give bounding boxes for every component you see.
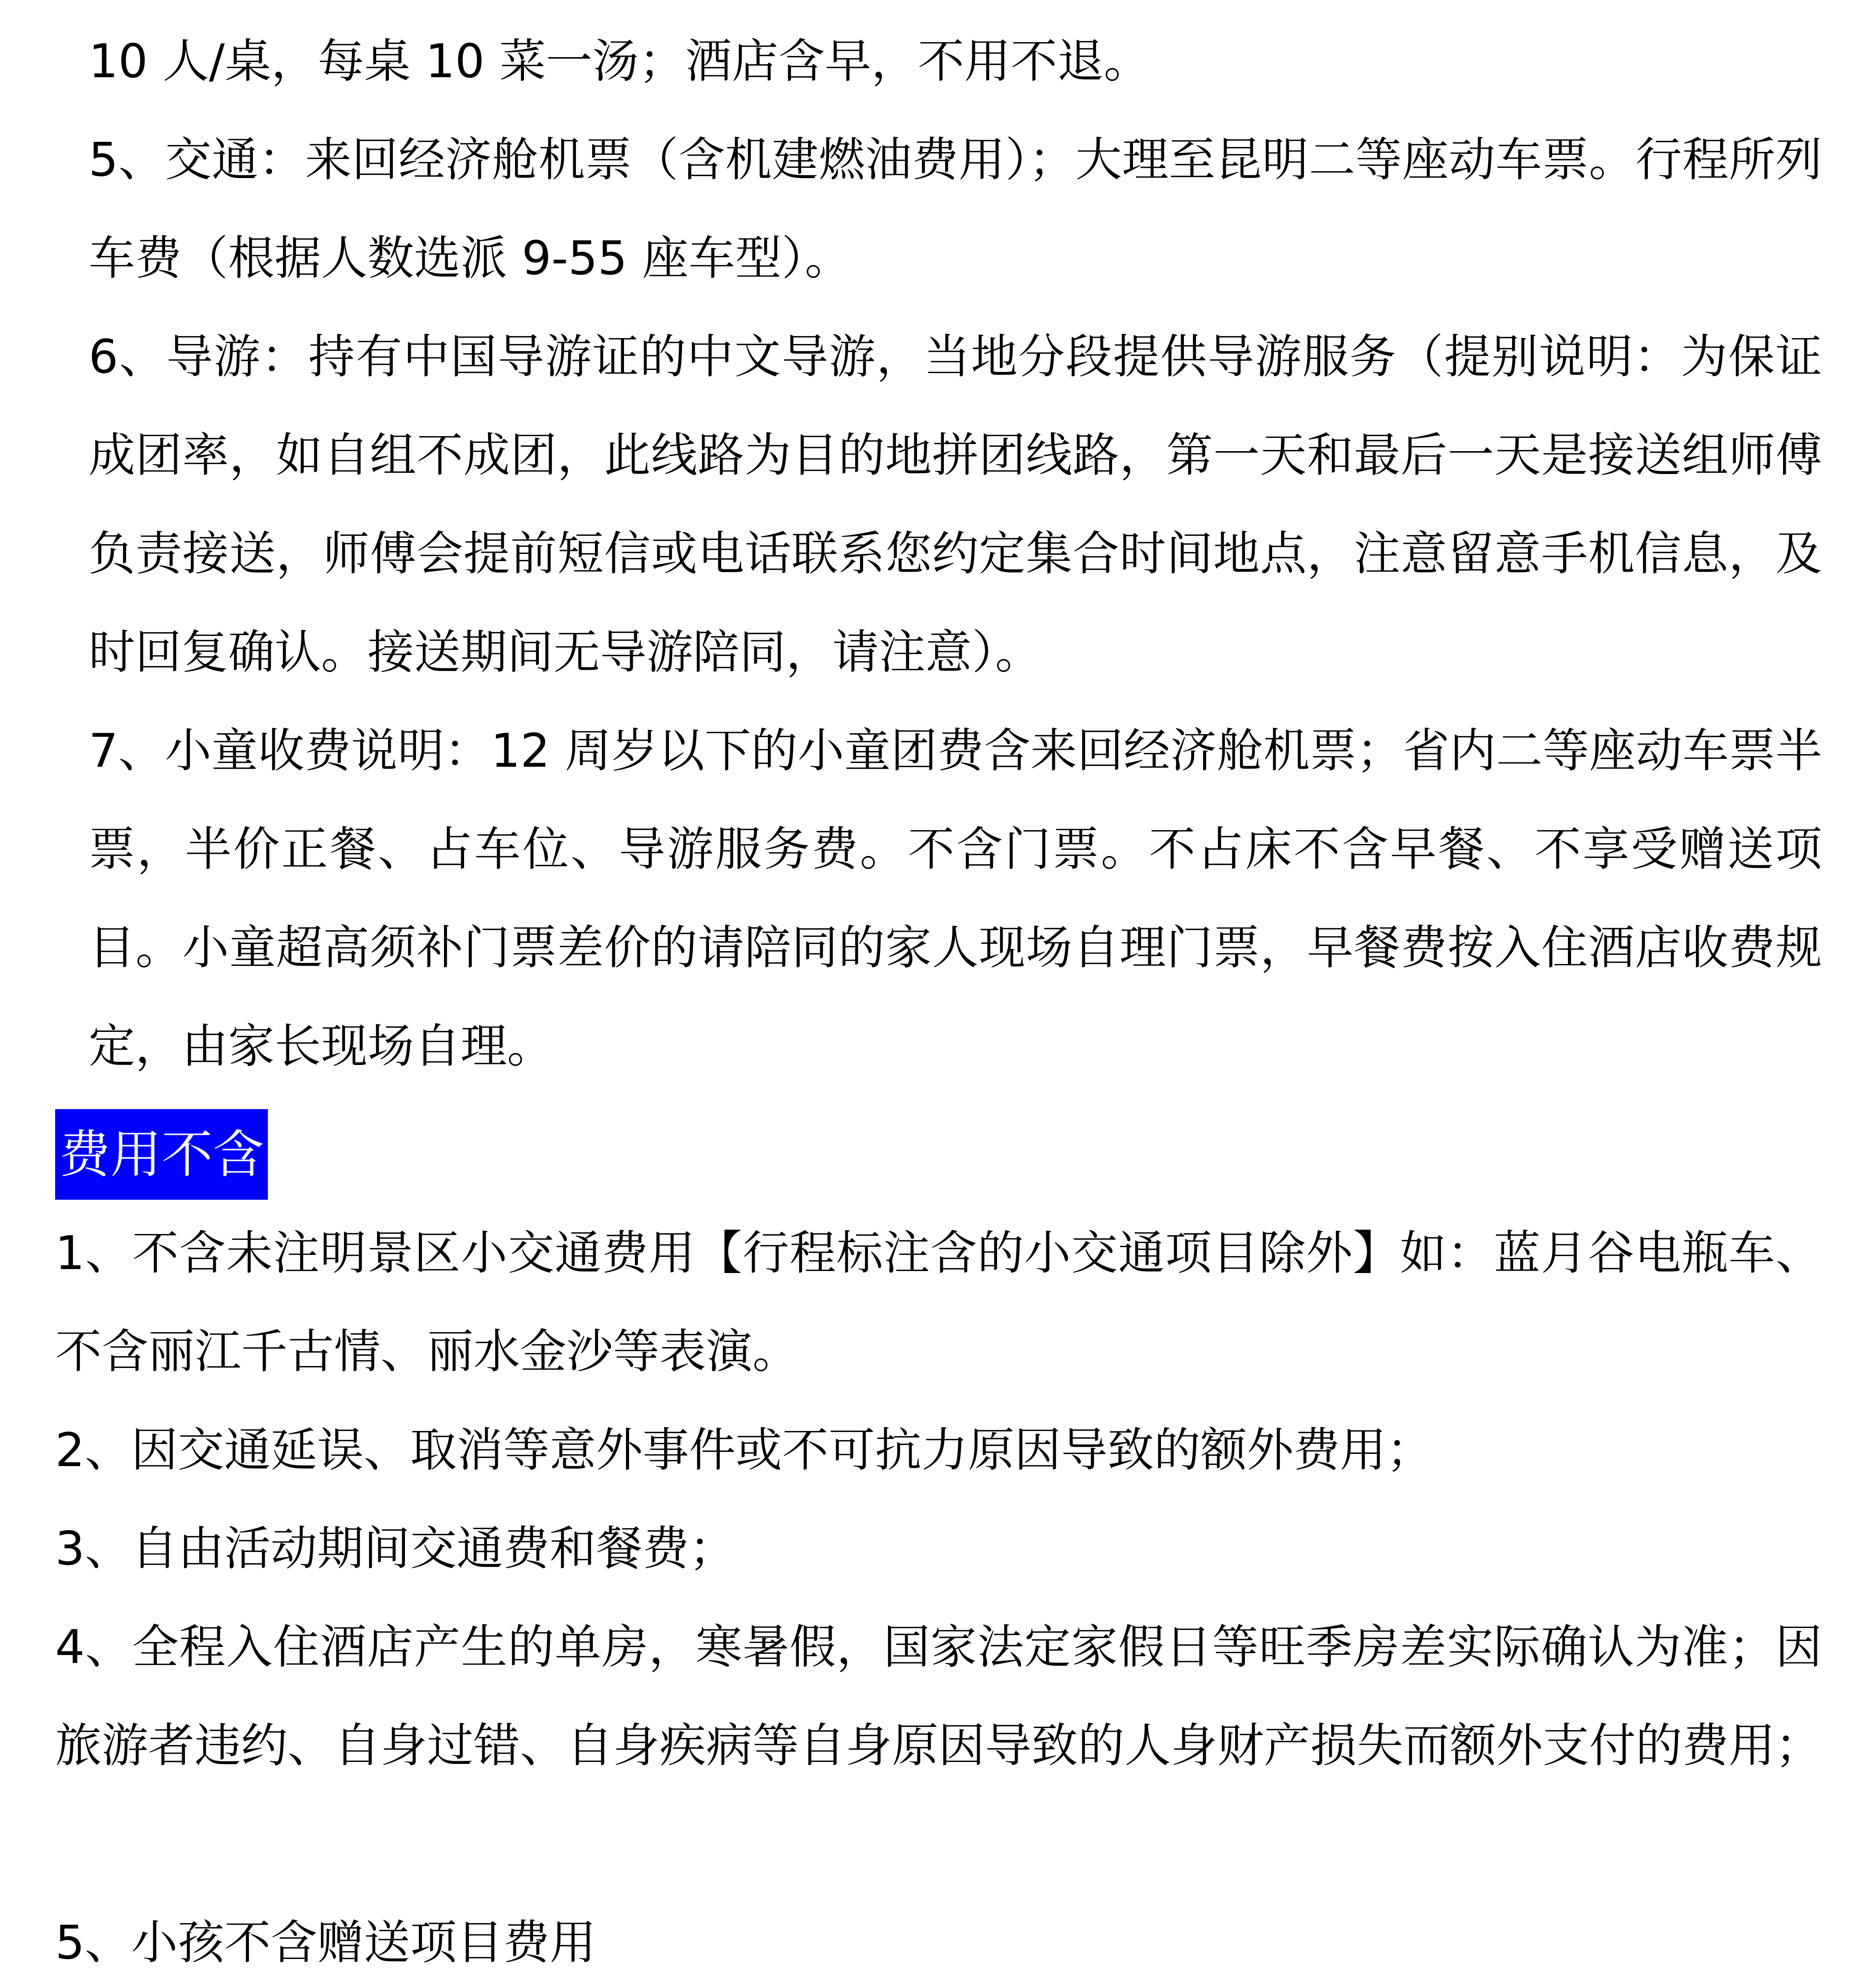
- included-item-transport: 5、交通：来回经济舱机票（含机建燃油费用）；大理至昆明二等座动车票。行程所列车费（根据人数选派 9-55 座车型）。: [89, 132, 1822, 285]
- included-item-child-fee: 7、小童收费说明：12 周岁以下的小童团费含来回经济舱机票；省内二等座动车票半票，半价正餐、占车位、导游服务费。不含门票。不占床不含早餐、不享受赠送项目。小童超高须补门票差价的请陪同的家人现场自理门票，早餐费按入住酒店收费规定，由家长现场自理。: [89, 723, 1822, 1073]
- meal-breakfast-note: 10 人/桌，每桌 10 菜一汤；酒店含早，不用不退。: [89, 34, 1150, 88]
- section-heading-excluded: 费用不含: [55, 1109, 268, 1200]
- included-item-guide: 6、导游：持有中国导游证的中文导游，当地分段提供导游服务（提别说明：为保证成团率，如自组不成团，此线路为目的地拼团线路，第一天和最后一天是接送组师傅负责接送，师傅会提前短信或电话联系您约定集合时间地点，注意留意手机信息，及时回复确认。接送期间无导游陪同，请注意）。: [89, 329, 1822, 679]
- excluded-item-3: 3、自由活动期间交通费和餐费；: [55, 1521, 736, 1576]
- excluded-item-4: 4、全程入住酒店产生的单房，寒暑假，国家法定家假日等旺季房差实际确认为准；因旅游者违约、自身过错、自身疾病等自身原因导致的人身财产损失而额外支付的费用；: [55, 1620, 1822, 1773]
- excluded-item-5: 5、小孩不含赠送项目费用: [55, 1915, 596, 1970]
- excluded-item-1: 1、不含未注明景区小交通费用【行程标注含的小交通项目除外】如：蓝月谷电瓶车、不含丽江千古情、丽水金沙等表演。: [55, 1226, 1822, 1379]
- excluded-item-2: 2、因交通延误、取消等意外事件或不可抗力原因导致的额外费用；: [55, 1423, 1433, 1477]
